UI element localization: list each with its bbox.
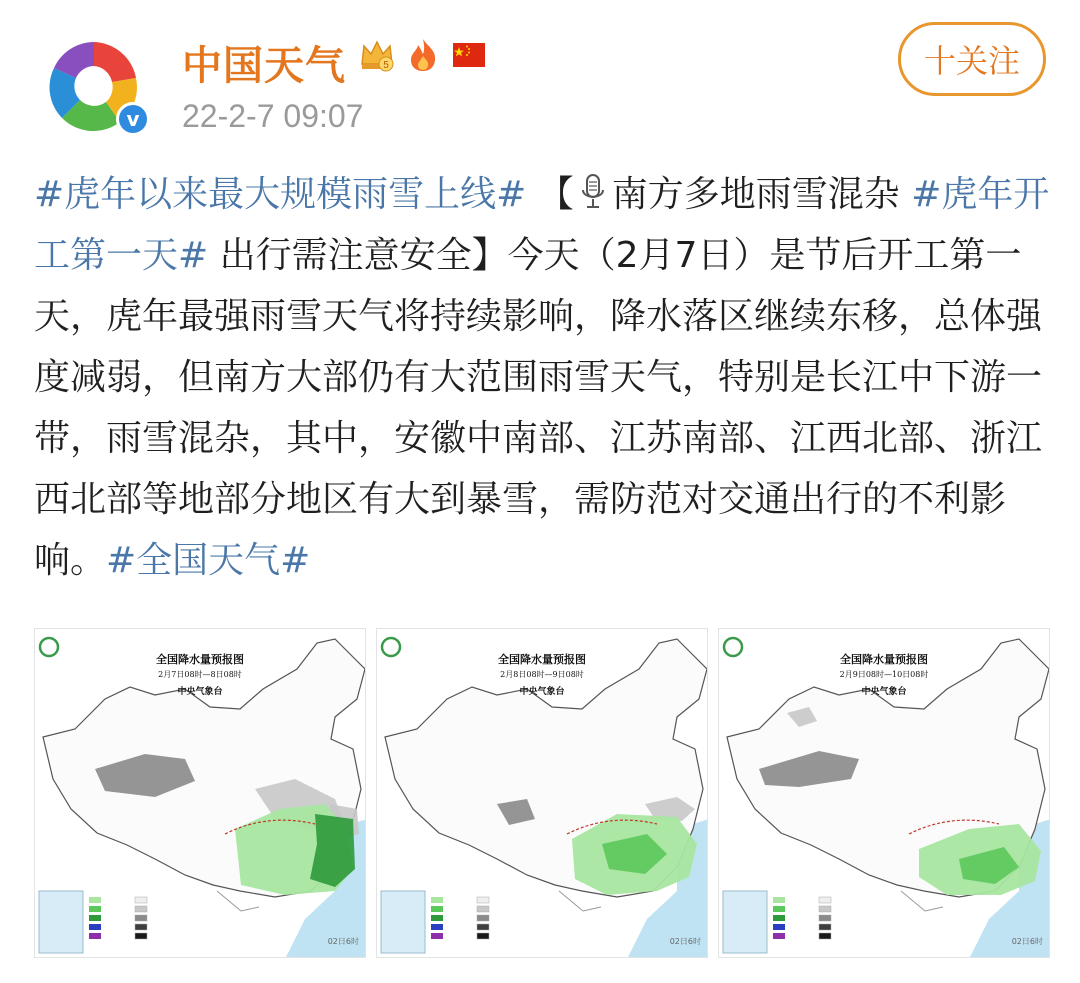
hashtag-link[interactable]: #虎年开工第一天# (34, 174, 1050, 276)
hashtag-link[interactable]: #虎年以来最大规模雨雪上线# (34, 174, 527, 215)
legend-swatch (773, 915, 785, 921)
map-title: 全国降水量预报图 (156, 653, 244, 666)
forecast-map-image[interactable] (376, 628, 708, 958)
forecast-map-image[interactable] (34, 628, 366, 958)
forecast-map-image[interactable] (718, 628, 1050, 958)
legend-swatch (477, 897, 489, 903)
hashtag-link[interactable]: #全国天气# (106, 540, 311, 581)
map-title: 全国降水量预报图 (498, 653, 586, 666)
legend-swatch (431, 924, 443, 930)
border-line (901, 891, 943, 911)
inset-map (381, 891, 425, 953)
legend-swatch (135, 915, 147, 921)
legend-swatch (773, 924, 785, 930)
legend-swatch (135, 906, 147, 912)
legend-swatch (819, 924, 831, 930)
map-agency: 中央气象台 (177, 687, 223, 697)
legend-swatch (819, 915, 831, 921)
legend-swatch (477, 933, 489, 939)
map-period: 2月7日08时—8日08时 (158, 670, 242, 679)
china-flag-icon (450, 36, 488, 74)
border-line (559, 891, 601, 911)
bracket-text: 【 (526, 174, 574, 215)
map-stamp: 02日6时 (669, 937, 701, 946)
legend-swatch (819, 897, 831, 903)
post-text (34, 164, 1050, 591)
legend-swatch (89, 915, 101, 921)
legend-swatch (135, 933, 147, 939)
inset-map (39, 891, 83, 953)
legend-swatch (89, 924, 101, 930)
verified-badge-icon: v (116, 102, 150, 136)
map-period: 2月8日08时—9日08时 (500, 670, 584, 679)
headline-text: 南方多地雨雪混杂 (611, 174, 900, 215)
map-stamp: 02日6时 (327, 937, 359, 946)
post-timestamp: 22-2-7 09:07 (182, 98, 364, 134)
svg-text:5: 5 (383, 60, 389, 71)
headline-text: 出行需注意安全】 (208, 235, 508, 276)
legend-swatch (89, 933, 101, 939)
legend-swatch (431, 915, 443, 921)
legend-swatch (773, 897, 785, 903)
legend-swatch (819, 906, 831, 912)
map-agency: 中央气象台 (861, 687, 907, 697)
inset-map (723, 891, 767, 953)
legend-swatch (135, 897, 147, 903)
legend-swatch (773, 906, 785, 912)
legend-swatch (89, 906, 101, 912)
map-title: 全国降水量预报图 (840, 653, 928, 666)
post-header (0, 0, 1080, 150)
follow-button[interactable]: 十关注 (898, 22, 1046, 96)
post-body-text: 今天（2月7日）是节后开工第一天，虎年最强雨雪天气将持续影响，降水落区继续东移，总体强度减弱，但南方大部仍有大范围雨雪天气，特别是长江中下游一带，雨雪混杂，其中，安徽中南部、江苏南部、江西北部、浙江西北部等地部分地区有大到暴雪，需防范对交通出行的不利影响。 (34, 235, 1043, 581)
legend-swatch (819, 933, 831, 939)
legend-swatch (477, 906, 489, 912)
map-period: 2月9日08时—10日08时 (839, 670, 929, 679)
legend-swatch (477, 924, 489, 930)
map-stamp: 02日6时 (1011, 937, 1043, 946)
map-agency: 中央气象台 (519, 687, 565, 697)
legend-swatch (431, 906, 443, 912)
account-avatar[interactable] (40, 32, 148, 140)
account-badges (358, 36, 488, 74)
legend-swatch (135, 924, 147, 930)
legend-swatch (773, 933, 785, 939)
crown-icon (358, 36, 396, 74)
border-line (217, 891, 259, 911)
legend-swatch (89, 897, 101, 903)
legend-swatch (431, 897, 443, 903)
account-name[interactable]: 中国天气 (182, 43, 346, 89)
image-grid (34, 628, 1050, 958)
fire-icon (404, 36, 442, 74)
microphone-icon (578, 170, 608, 210)
legend-swatch (431, 933, 443, 939)
legend-swatch (477, 915, 489, 921)
